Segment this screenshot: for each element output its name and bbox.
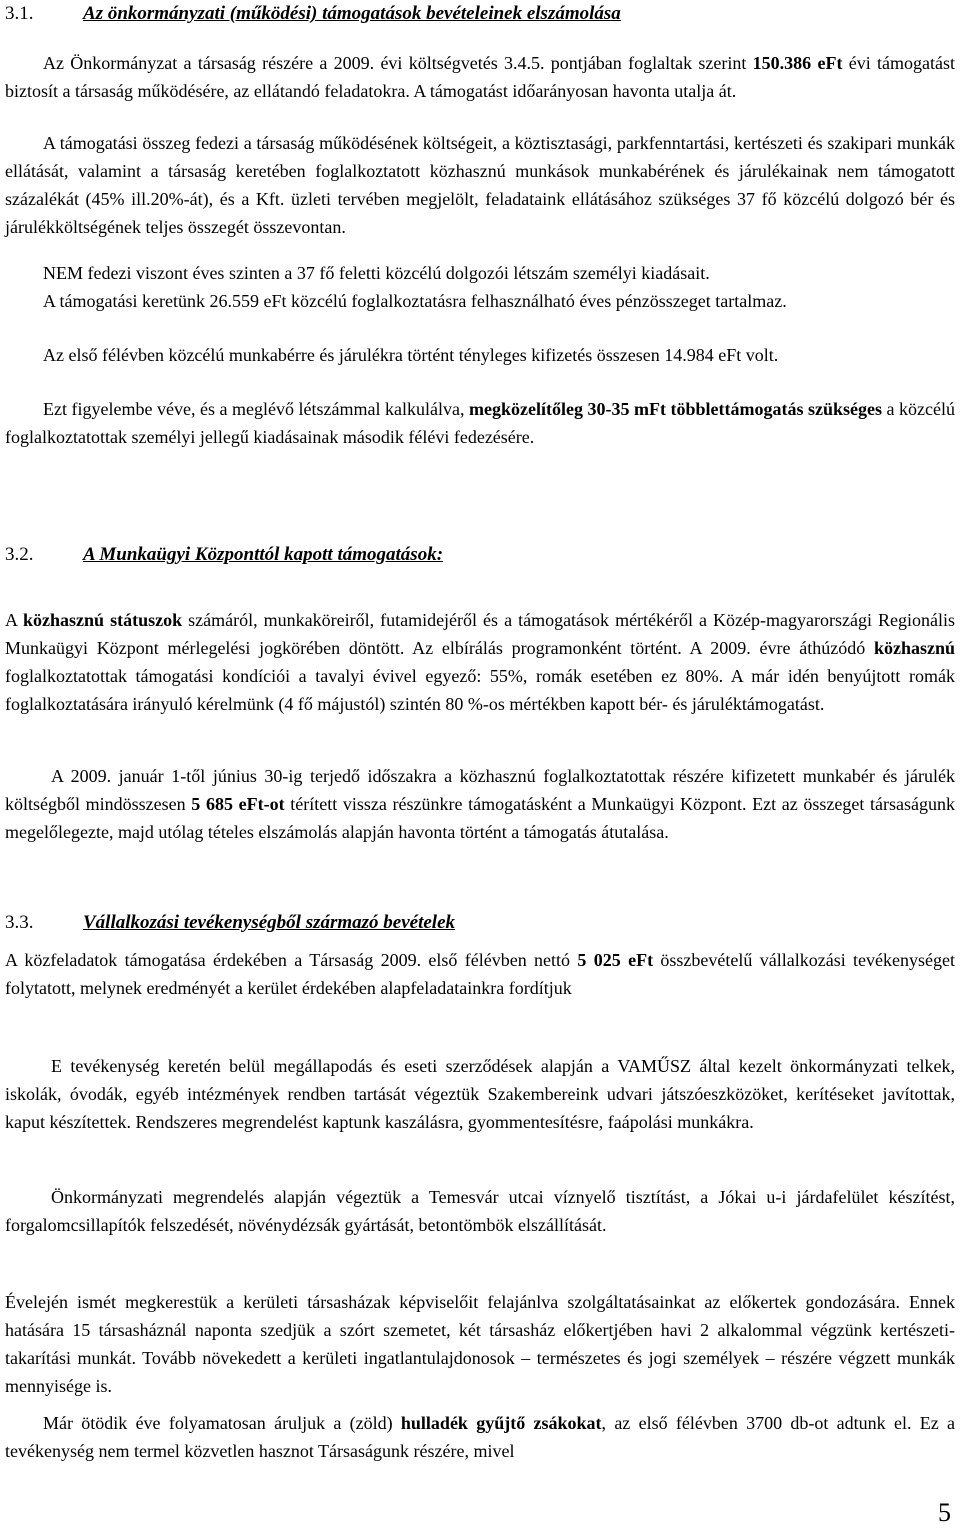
paragraph-text: térített vissza részünkre támogatásként a Munkaügyi Központ. Ezt az összeget társaságunk megelőlegezte, majd utólag tételes elszámolás alapján havonta történt a támogatás átutalása. [5,794,956,842]
section-3-3-paragraph-4: Évelején ismét megkerestük a kerületi társasházak képviselőit felajánlva szolgáltatásainkat az előkertek gondozására. Ennek hatására 15 társasháznál naponta szedjük a szórt szemetet, két társasház előkertjében havi 2 alkalommal végzünk kertészeti-takarítási munkát. Tovább növekedett a kerületi ingatlantulajdonosok – természetes és jogi személyek – részére végzett munkák mennyisége is. [5,1292,955,1396]
paragraph-text: A közfeladatok támogatása érdekében a Társaság 2009. első félévben nettó [5,950,578,970]
section-3-1-paragraph-2: A támogatási összeg fedezi a társaság működésének költségeit, a köztisztasági, parkfenntartási, kertészeti és szakipari munkák ellátását, valamint a társaság keretében foglalkoztatott közhasznú munkások munkabérének és járulékainak nem támogatott százalékát (45% ill.20%-át), és a Kft. üzleti tervében megjelölt, feladataink ellátásához szükséges 37 fő közcélú dolgozó bér és járulékköltségének teljes összegét összevontan. [5,133,955,237]
section-3-1-heading [5,0,955,28]
section-number: 3.3. [5,912,34,933]
paragraph-text: évi támogatást biztosít a társaság működésére, az ellátandó feladatokra. A támogatást időarányosan havonta utalja át. [5,53,956,101]
section-title: A Munkaügyi Központtól kapott támogatások: [83,544,444,565]
section-3-3-paragraph-5 [5,1409,955,1465]
paragraph-text: Az Önkormányzat a társaság részére a 2009. évi költségvetés 3.4.5. pontjában foglaltak szerint [43,53,747,73]
section-3-2-heading [5,541,955,569]
paragraph-text: összbevételű vállalkozási tevékenységet folytatott, melynek eredményét a kerület érdekében alapfeladatainkra fordítjuk [5,950,955,998]
section-3-1-paragraph-5: Az első félévben közcélú munkabérre és járulékra történt tényleges kifizetés összesen 14.984 eFt volt. [43,345,779,365]
paragraph-text: a közcélú foglalkoztatottak személyi jellegű kiadásainak második félévi fedezésére. [5,399,955,447]
section-3-1-paragraph-6 [5,395,955,451]
section-3-1-paragraph-3: NEM fedezi viszont éves szinten a 37 fő feletti közcélú dolgozói létszám személyi kiadásait. [43,263,710,283]
section-3-1-paragraph-4: A támogatási keretünk 26.559 eFt közcélú foglalkoztatásra felhasználható éves pénzösszeget tartalmaz. [43,291,787,311]
section-title: Vállalkozási tevékenységből származó bevételek [83,912,456,933]
amount-highlight: 150.386 eFt [752,53,843,73]
page-number: 5 [938,1498,951,1527]
paragraph-text: Már ötödik éve folyamatosan áruljuk a (zöld) [43,1413,401,1433]
bold-highlight: hulladék gyűjtő zsákokat [400,1413,602,1433]
bold-highlight: közhasznú [873,638,955,658]
paragraph-text: , az első félévben 3700 db-ot adtunk el. Ez a tevékenység nem termel közvetlen hasznot Társaságunk részére, mivel [5,1413,955,1461]
paragraph-text: A 2009. január 1-től június 30-ig terjedő időszakra a közhasznú foglalkoztatottak részére kifizetett munkabér és járulék költségből mindösszesen [5,766,955,814]
section-title: Az önkormányzati (működési) támogatások bevételeinek elszámolása [83,3,621,24]
bold-highlight: megközelítőleg 30-35 mFt többlettámogatás szükséges [468,399,882,419]
amount-highlight: 5 685 eFt-ot [191,794,285,814]
paragraph-text: A [5,610,24,630]
amount-highlight: 5 025 eFt [577,950,654,970]
bold-highlight: közhasznú státuszok [23,610,183,630]
section-number: 3.1. [5,3,34,24]
section-3-3-paragraph-1 [5,946,955,1002]
section-3-2-paragraph-1 [5,606,955,718]
paragraph-text: számáról, munkaköreiről, futamidejéről és a támogatások mértékéről a Közép-magyarországi Regionális Munkaügyi Központ mérlegelési jogkörében döntött. Az elbírálás programonként történt. A 2009. évre áthúzódó [5,610,955,658]
section-3-1-paragraph-1 [5,49,955,105]
section-3-3-paragraph-3: Önkormányzati megrendelés alapján végeztük a Temesvár utcai víznyelő tisztítást, a Jókai u-i járdafelület készítést, forgalomcsillapítók felszedését, növénydézsák gyártását, betontömbök elszállítását. [5,1187,955,1235]
paragraph-text: foglalkoztatottak támogatási kondíciói a tavalyi évivel egyező: 55%, romák esetében ez 80%. A már idén benyújtott romák foglalkoztatására irányuló kérelmünk (4 fő májustól) szintén 80 %-os mértékben kapott bér- és járuléktámogatást. [5,666,955,714]
section-number: 3.2. [5,544,34,565]
paragraph-text: Ezt figyelembe véve, és a meglévő létszámmal kalkulálva, [43,399,469,419]
section-3-3-heading [5,909,955,937]
section-3-3-paragraph-2: E tevékenység keretén belül megállapodás és eseti szerződések alapján a VAMŰSZ által kezelt önkormányzati telkek, iskolák, óvodák, egyéb intézmények rendben tartását végeztük Szakembereink udvari játszóeszközöket, kerítéseket javítottak, kaput készítettek. Rendszeres megrendelést kaptunk kaszálásra, gyommentesítésre, faápolási munkákra. [5,1056,955,1132]
section-3-2-paragraph-2 [5,762,955,846]
